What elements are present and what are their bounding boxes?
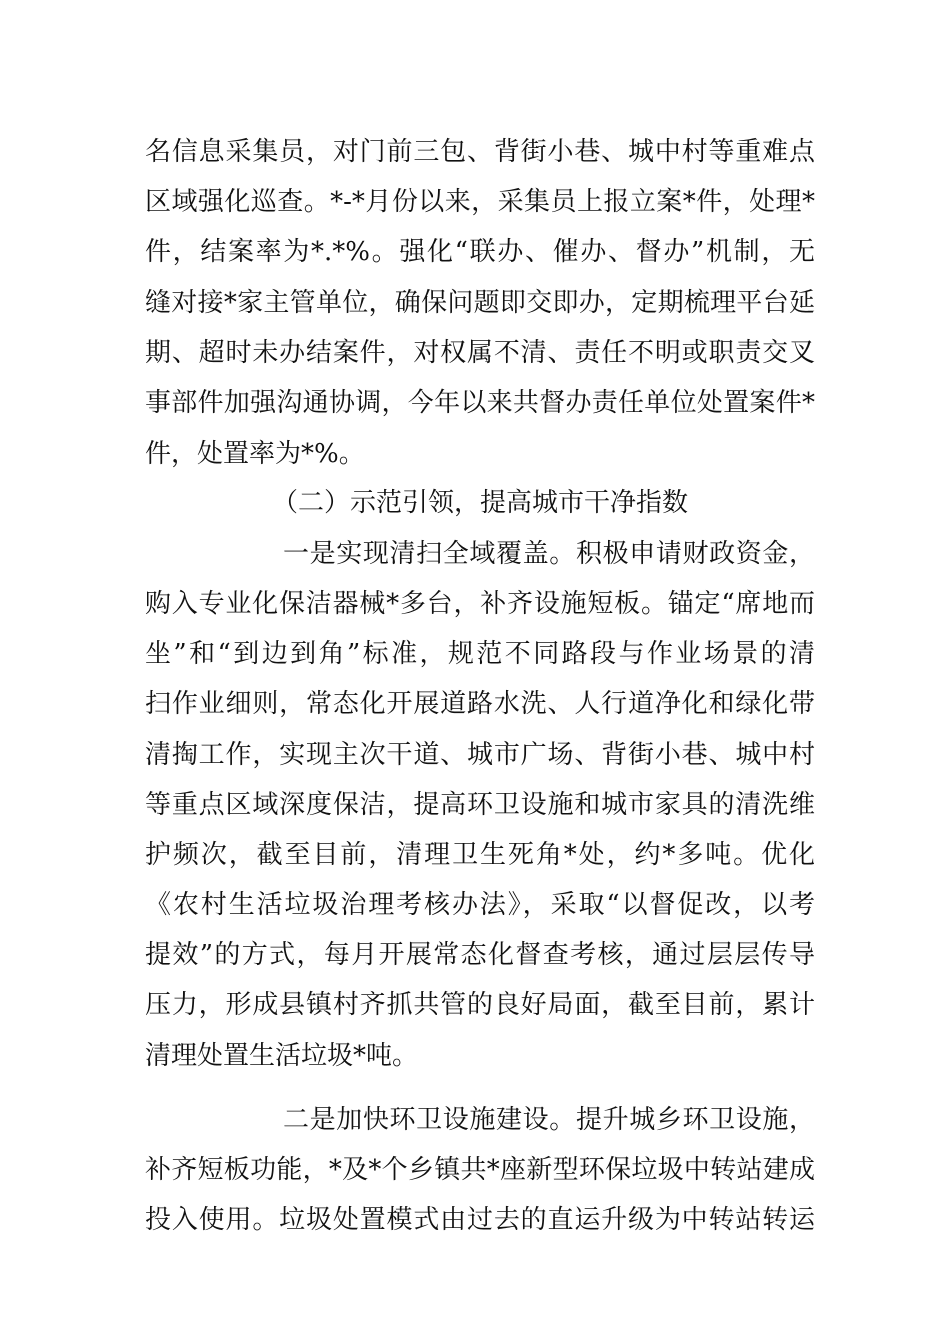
paragraph-line: 坐”和“到边到角”标准，规范不同路段与作业场景的清 (145, 639, 815, 669)
paragraph-line: 缝对接*家主管单位，确保问题即交即办，定期梳理平台延 (145, 288, 815, 318)
paragraph-line: 二是加快环卫设施建设。提升城乡环卫设施， (283, 1105, 815, 1135)
paragraph-line: 《农村生活垃圾治理考核办法》，采取“以督促改，以考 (145, 890, 815, 920)
paragraph-line: 一是实现清扫全域覆盖。积极申请财政资金， (283, 539, 815, 569)
paragraph-line: 名信息采集员，对门前三包、背街小巷、城中村等重难点 (145, 137, 815, 167)
paragraph-line: 扫作业细则，常态化开展道路水洗、人行道净化和绿化带 (145, 689, 815, 719)
paragraph-line: 压力，形成县镇村齐抓共管的良好局面，截至目前，累计 (145, 990, 815, 1020)
paragraph-line: 护频次，截至目前，清理卫生死角*处，约*多吨。优化 (145, 840, 815, 870)
paragraph-line: 投入使用。垃圾处置模式由过去的直运升级为中转站转运 (145, 1205, 815, 1235)
paragraph-line: 区域强化巡查。*-*月份以来，采集员上报立案*件，处理* (145, 187, 815, 217)
paragraph-line: 清理处置生活垃圾*吨。 (145, 1041, 419, 1071)
paragraph-line: 补齐短板功能，*及*个乡镇共*座新型环保垃圾中转站建成 (145, 1155, 815, 1185)
paragraph-line: 等重点区域深度保洁，提高环卫设施和城市家具的清洗维 (145, 790, 815, 820)
paragraph-line: 件，处置率为*%。 (145, 439, 365, 469)
paragraph-line: 购入专业化保洁器械*多台，补齐设施短板。锚定“席地而 (145, 589, 815, 619)
paragraph-line: 提效”的方式，每月开展常态化督查考核，通过层层传导 (145, 940, 815, 970)
section-heading: （二）示范引领，提高城市干净指数 (272, 488, 689, 518)
paragraph-line: 事部件加强沟通协调，今年以来共督办责任单位处置案件* (145, 388, 815, 418)
paragraph-line: 件，结案率为*.*%。强化“联办、催办、督办”机制，无 (145, 237, 815, 267)
paragraph-line: 期、超时未办结案件，对权属不清、责任不明或职责交叉 (145, 338, 815, 368)
paragraph-line: 清掏工作，实现主次干道、城市广场、背街小巷、城中村 (145, 740, 815, 770)
